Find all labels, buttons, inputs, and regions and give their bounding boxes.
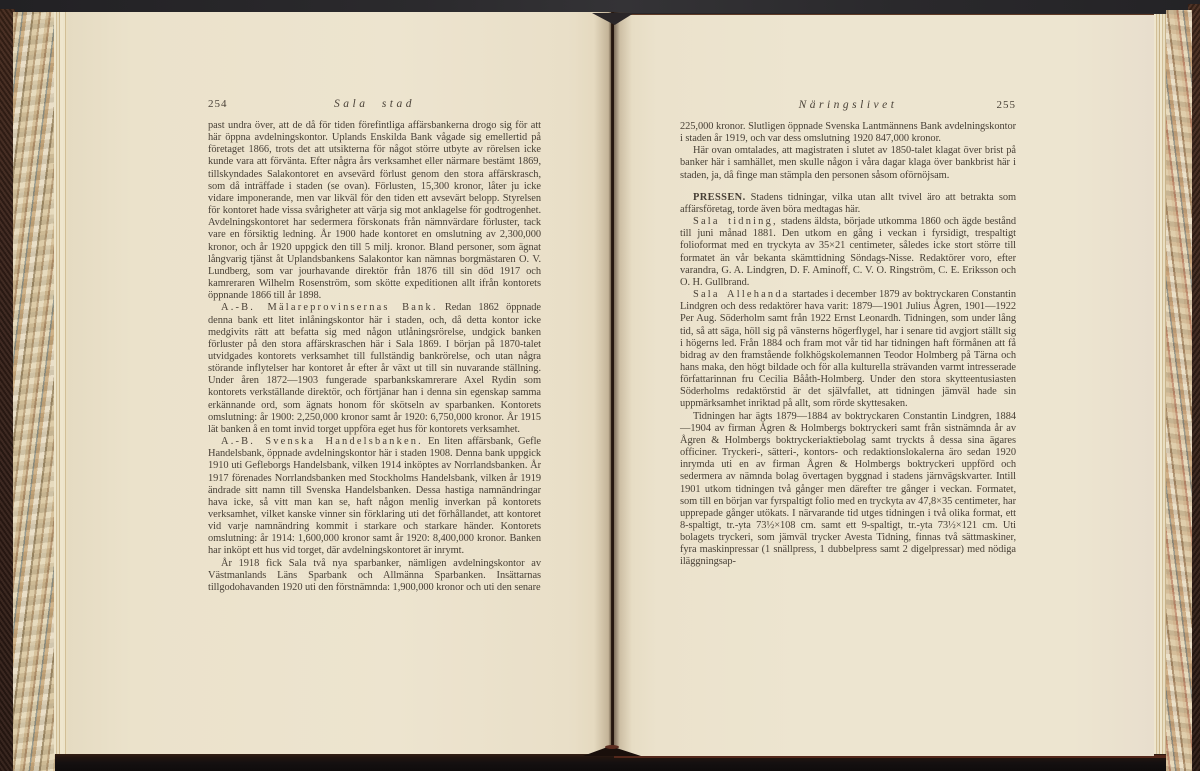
paragraph — [680, 289, 1016, 411]
marbled-fore-edge-right — [1166, 10, 1192, 771]
running-head-right: Näringslivet — [798, 99, 898, 111]
text-segment: År 1918 fick Sala två nya sparbanker, nämligen avdelningskontor av Västmanlands Läns Sparbank och Allmänna Sparbanken. Insättarnas tillgodohavanden 1920 uti den förstnämnda: 1,900,000 kronor och uti den senare — [208, 557, 541, 593]
page-edge-stack-right — [1154, 14, 1166, 754]
page-head-left — [208, 98, 541, 113]
paragraph — [680, 192, 1016, 216]
page-body-left — [208, 120, 541, 594]
page-edge-stack-left — [54, 12, 68, 754]
page-right — [614, 14, 1154, 756]
paragraph — [680, 145, 1016, 181]
text-segment: En liten affärsbank, Gefle Handelsbank, öppnade avdelningskontor här i staden 1908. Denna bank uppgick 1910 uti Gefleborgs Handelsbank, vilken 1914 inköptes av Norrlandsbanken. År 1917 förenades Norrlandsbanken med Stockholms Handelsbank, vilken år 1919 ändrade sitt namn till Svenska Handelsbanken. Dessa hastiga namnändringar hava icke, så vitt man kan se, haft någon menlig inverkan på kontorets verksamhet, vilket kanske vinner sin förklaring uti det förhållandet, att kontoret vid varje namnändring kommit i starkare och starkare händer. Kontorets omslutning: år 1914: 1,600,000 kronor samt år 1920: 8,400,000 kronor. Banken har inköpt ett hus vid torget, där avdelningskontoret är inrymt. — [208, 436, 541, 557]
page-body-right — [680, 121, 1016, 569]
gutter-shadow — [594, 12, 632, 754]
text-segment: Sala Allehanda — [693, 289, 790, 301]
text-segment: A.-B. Mälareprovinsernas Bank. — [221, 302, 438, 314]
text-segment: Här ovan omtalades, att magistraten i slutet av 1850-talet klagat över brist på banker här i samhället, men skulle någon i våra dagar klaga över bankbrist här i staden, ja, då finge man stämpla den personen såsom oförnöjsam. — [680, 145, 1016, 181]
text-column-left — [208, 98, 541, 594]
text-segment: PRESSEN. — [693, 191, 746, 203]
page-head-right — [680, 99, 1016, 114]
paragraph — [680, 411, 1016, 569]
page-number-left: 254 — [208, 98, 228, 110]
text-segment: A.-B. Svenska Handelsbanken. — [221, 436, 423, 448]
paragraph — [680, 121, 1016, 145]
text-column-right — [680, 99, 1016, 569]
marbled-fore-edge-left — [13, 12, 55, 771]
paragraph — [208, 120, 541, 302]
paragraph — [208, 436, 541, 558]
text-segment: stadens äldsta, började utkomma 1860 och ägde bestånd till juni månad 1881. Den utkom en gång i veckan i fyrsidigt, trespaltigt folioformat med en tryckyta av 35×21 centimeter, således icke stort större till formatet än vår bekanta skämttidning Söndags-Nisse. Redaktörer voro, efter varandra, G. A. Lindgren, D. F. Aminoff, C. V. O. Ringström, C. E. Eriksson och O. H. Gullbrand. — [680, 216, 1016, 288]
text-segment: Redan 1862 öppnade denna bank ett litet inlåningskontor här i staden, och, då detta kontor icke medgivits rätt att befatta sig med någon utlåningsrörelse, undgick banken förluster på den stora affärskraschen här i Sala 1869. I början på 1870-talet utvidgades kontorets verksamhet till fullständig bankrörelse, och utan några störande inflytelser har kontoret år efter år växt ut till sin nuvarande ställning. Under åren 1872—1903 fungerade sparbankskamrerare Axel Rydin som kontorets verkställande direktör, och förtjänar han i denna sin egenskap samma erkännande ord, som ägnats honom för skötseln av sparbanken. Kontorets omslutning: år 1900: 2,250,000 kronor samt år 1920: 6,750,000 kronor. År 1915 lät banken å en tomt invid torget uppföra eget hus för kontorets verksamhet. — [208, 302, 541, 435]
text-segment: Tidningen har ägts 1879—1884 av boktryckaren Constantin Lindgren, 1884—1904 av firman Ågren & Holmbergs boktryckeri samt från sistnämnda år av Ågren & Holmbergs boktryckeriaktiebolag samt tryckts å dessa sina ägares officiner. Tryckeri-, sätteri-, kontors- och redaktionslokalerna äro sedan 1920 inrymda uti en av firman Ågren & Holmbergs boktryckeri uppförd och sedermera av nämnda bolag övertagen byggnad i stadens järnvägskvarter. Intill 1901 utkom tidningen två gånger men därefter tre gånger i veckan. Formatet, som till en början var fyrspaltigt folio med en tryckyta av 47,8×35 centimeter, har upprepade gånger utökats. I närvarande tid utges tidningen i två olika format, ett 8-spaltigt, tr.-yta 73½×108 cm. samt ett 9-spaltigt, tr.-yta 73½×121 cm. Uti bolagets tryckeri, som jämväl trycker Avesta Tidning, finnas två sättmaskiner, fyra maskinpressar (1 snällpress, 1 dubbelpress samt 2 digelpressar) med nödiga iläggningsap- — [680, 410, 1016, 568]
text-segment: Sala tidning, — [693, 216, 778, 228]
paragraph — [208, 302, 541, 436]
text-segment: startades i december 1879 av boktryckaren Constantin Lindgren och dess redaktörer hava varit: 1879—1901 Julius Ågren, 1901—1922 Per Aug. Söderholm samt från 1922 Ernst Leonardh. Tidningen, som under lång tid, så att säga, höll sig på vänsterns högerflygel, har i senare tid avgjort ställt sig i högerns led. Från 1884 och fram mot vår tid har tidningen haft förmånen att få bidrag av den framstående folkhögskolemannen Teodor Holmberg på Tärna och hans maka, den högt bildade och för alla kulturella strävanden varmt intresserade författarinnan fru Cecilia Bååth-Holmberg. Under den stora skytteentusiasten Söderholms redaktörstid är det självfallet, att tidningen jämväl hade sin uppmärksamhet inriktad på allt, som rörde skyttesaken. — [680, 289, 1016, 410]
text-segment: 225,000 kronor. Slutligen öppnade Svenska Lantmännens Bank avdelningskontor i staden år 1919, och var dess omslutning 1920 847,000 kronor. — [680, 121, 1016, 145]
text-segment: Stadens tidningar, vilka utan allt tvivel äro att betrakta som affärsföretag, torde även böra medtagas här. — [680, 191, 1016, 215]
spine-bottom-tip — [605, 745, 619, 749]
paragraph — [208, 558, 541, 594]
running-head-left: Sala stad — [334, 98, 415, 110]
page-left — [68, 12, 611, 754]
text-segment: past undra över, att de då för tiden förefintliga affärsbankerna drogo sig för att här öppna avdelningskontor. Uplands Enskilda Bank vågade sig emellertid på företaget 1866, trots det att utsikterna för något större utbyte av rörelsen icke kunde vara att förvänta. Efter några års verksamhet eller närmare bestämt 1869, tillskyndades Salakontoret en avsevärd förlust genom den stora affärskrasch, som då inträffade i staden (se ovan). Förlusten, 15,300 kronor, låter ju icke vidare imponerande, men var likväl för den tiden ett avsevärt belopp. Styrelsen för kontoret hade vissa svårigheter att värja sig mot anklagelse för godtrogenhet. Avdelningskontoret har sedermera förskonats från nämnvärdare förluster, tack vare en försiktig ledning. År 1900 hade kontoret en omslutning av 2,300,000 kronor, och år 1920 uppgick den till 5 milj. kronor. Bland personer, som ägnat långvarig tjänst åt Uplandsbankens Salakontor kan nämnas borgmästaren O. V. Lundberg, som var jourhavande direktör från 1876 till sin död 1917 och kamreraren Wilhelm Rosenström, som skötte expeditionen allt ifrån kontorets öppnande 1866 till år 1898. — [208, 120, 541, 302]
paragraph — [680, 216, 1016, 289]
page-number-right: 255 — [996, 99, 1016, 111]
